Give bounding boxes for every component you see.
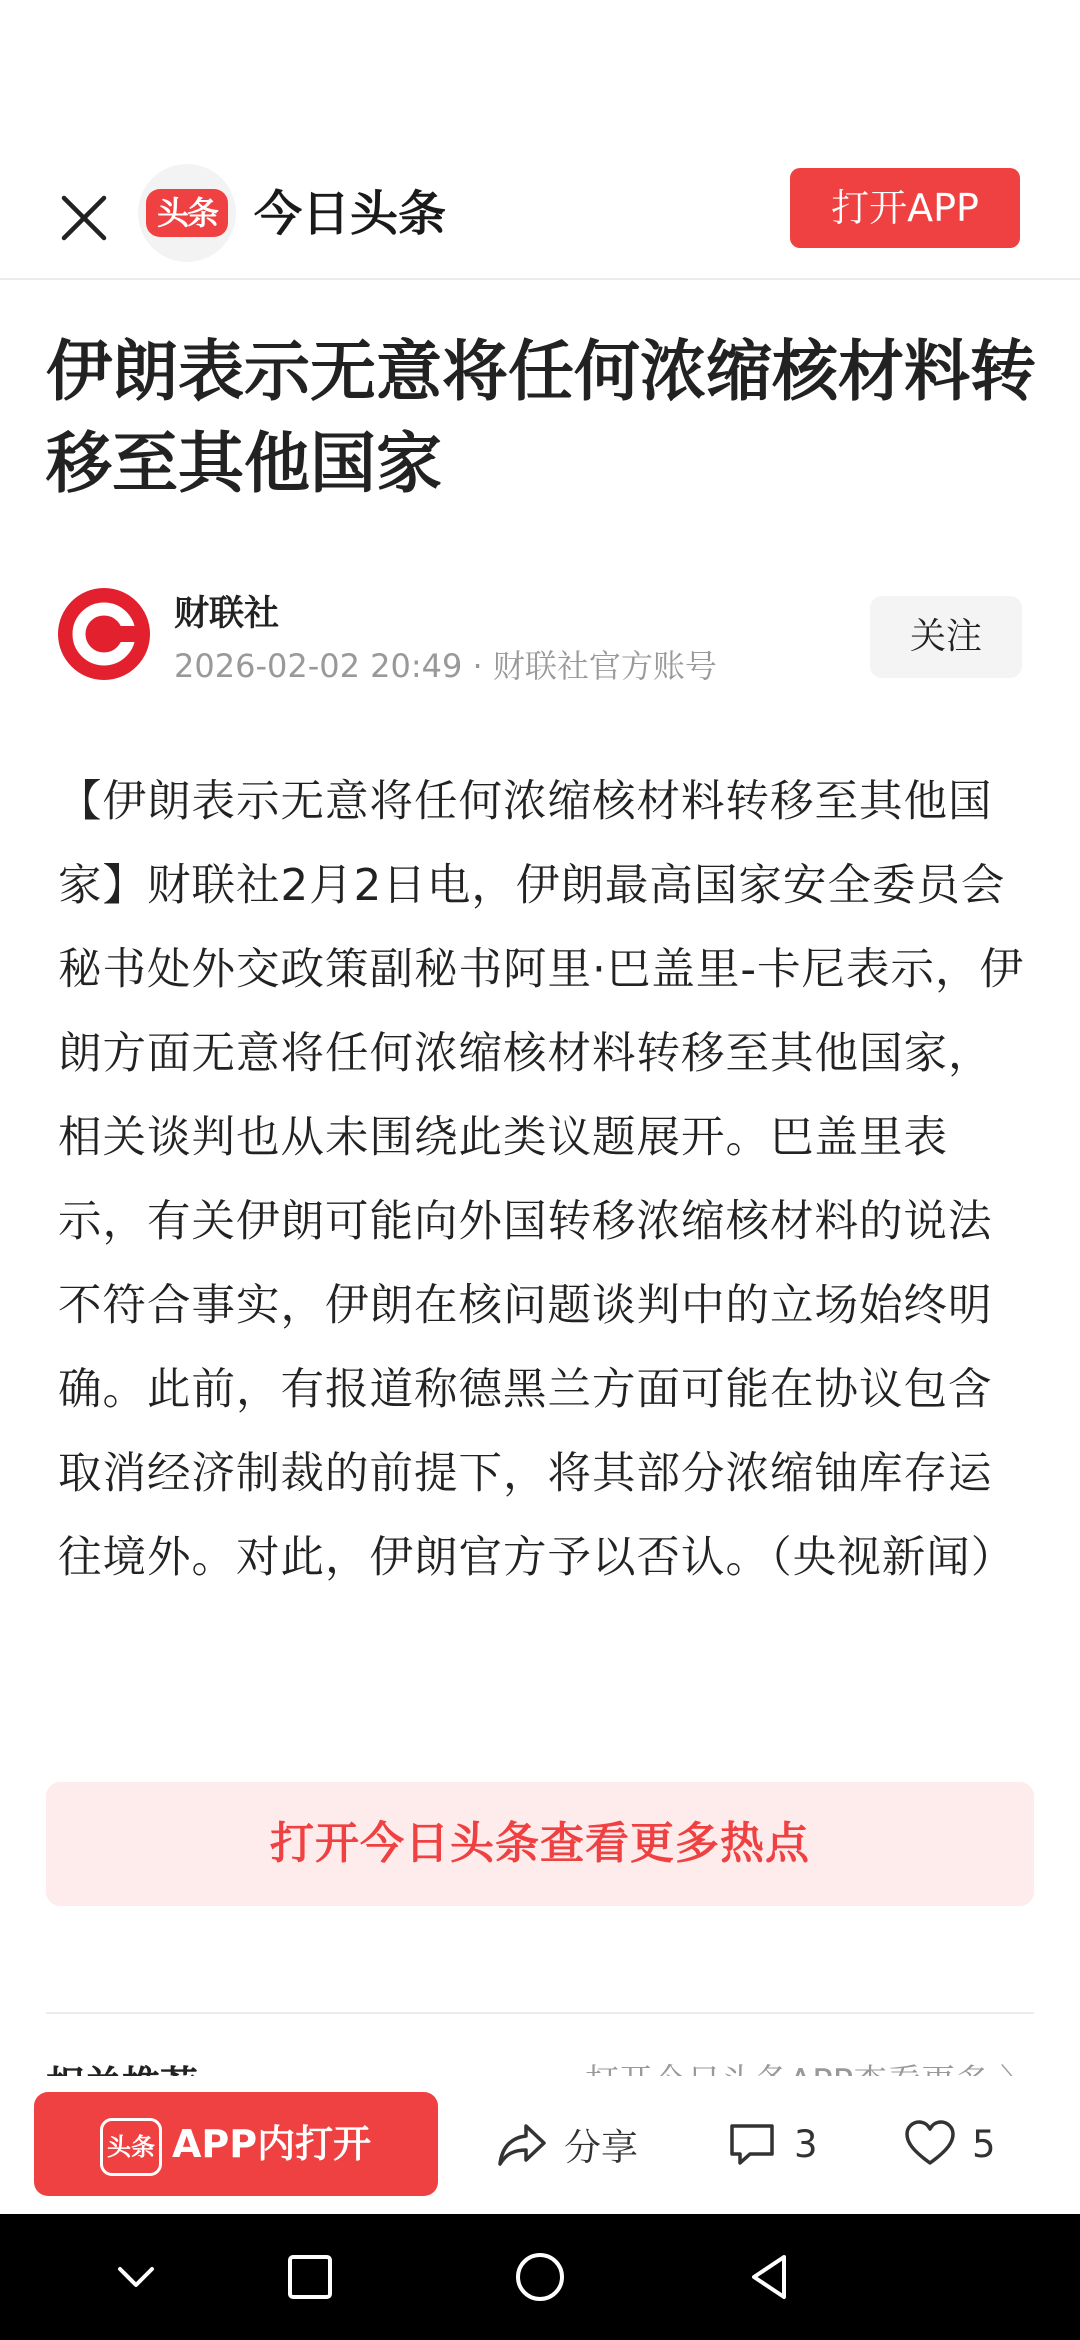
author-row <box>58 584 1022 694</box>
logo-badge: 头条 <box>146 189 228 237</box>
toutiao-icon: 头条 <box>100 2118 162 2176</box>
share-button[interactable] <box>494 2092 638 2196</box>
system-nav-bar <box>0 2214 1080 2340</box>
open-app-more-banner[interactable]: 打开今日头条查看更多热点 <box>46 1782 1034 1906</box>
follow-button[interactable]: 关注 <box>870 596 1022 678</box>
like-count: 5 <box>972 2122 996 2166</box>
article-title: 伊朗表示无意将任何浓缩核材料转移至其他国家 <box>46 333 1036 502</box>
close-icon[interactable] <box>52 186 116 250</box>
author-meta: 2026-02-02 20:49 · 财联社官方账号 <box>174 647 717 685</box>
comment-icon <box>724 2116 780 2172</box>
open-app-button[interactable]: 打开APP <box>790 168 1020 248</box>
related-header <box>46 2048 1034 2076</box>
top-header <box>0 160 1080 280</box>
like-button[interactable] <box>902 2092 996 2196</box>
home-circle-icon[interactable] <box>510 2247 570 2307</box>
open-in-app-label: APP内打开 <box>172 2122 372 2166</box>
share-label: 分享 <box>564 2126 638 2169</box>
heart-icon <box>902 2116 958 2172</box>
author-name[interactable]: 财联社 <box>174 594 280 634</box>
comment-count: 3 <box>794 2122 818 2166</box>
author-avatar[interactable] <box>58 588 150 680</box>
recents-square-icon[interactable] <box>280 2247 340 2307</box>
open-in-app-button[interactable] <box>34 2092 438 2196</box>
share-icon <box>494 2116 550 2172</box>
app-name: 今日头条 <box>254 186 447 242</box>
bottom-action-bar <box>0 2076 1080 2214</box>
back-triangle-icon[interactable] <box>740 2247 800 2307</box>
article-body: 【伊朗表示无意将任何浓缩核材料转移至其他国家】财联社2月2日电，伊朗最高国家安全委员会秘书处外交政策副秘书阿里·巴盖里-卡尼表示，伊朗方面无意将任何浓缩核材料转移至其他国家，相关谈判也从未围绕此类议题展开。巴盖里表示，有关伊朗可能向外国转移浓缩核材料的说法不符合事实，伊朗在核问题谈判中的立场始终明确。此前，有报道称德黑兰方面可能在协议包含取消经济制裁的前提下，将其部分浓缩铀库存运往境外。对此，伊朗官方予以否认。（央视新闻） <box>58 777 1025 1583</box>
comment-button[interactable] <box>724 2092 818 2196</box>
divider <box>46 2012 1034 2014</box>
chevron-down-icon[interactable] <box>106 2247 166 2307</box>
app-logo <box>138 164 236 262</box>
